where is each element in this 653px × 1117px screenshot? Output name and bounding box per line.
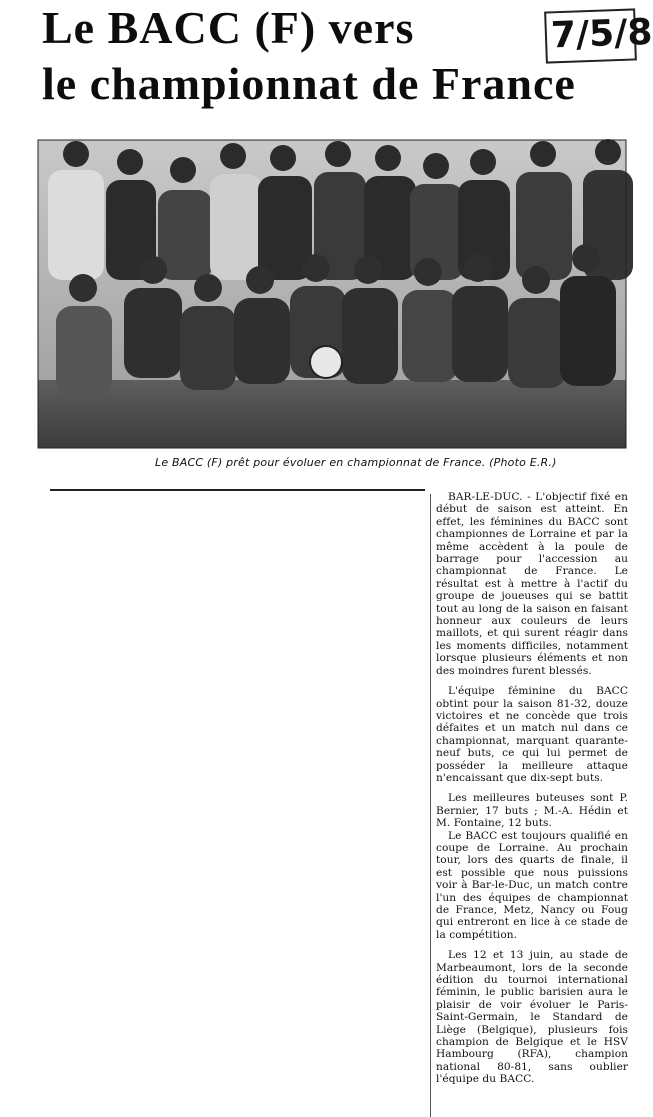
team-photo-illustration (38, 140, 626, 448)
article-paragraph: Les 12 et 13 juin, au stade de Marbeaumont, lors de la seconde édition du tournoi international féminin, le public barisien aura le plaisir de voir évoluer le Paris-Saint-Germain, le Standard de Liège (Belgique), plusieurs fois champion de Belgique et le HSV Hambourg (RFA), champion national 80-81, sans oublier l'équipe du BACC. (436, 949, 628, 1086)
horizontal-rule (50, 489, 425, 491)
photo-credit: (Photo E.R.) (489, 456, 557, 469)
headline-line-1: Le BACC (F) vers (42, 2, 415, 53)
article-paragraph: Les meilleures buteuses sont P. Bernier, 17 buts ; M.-A. Hédin et M. Fontaine, 12 buts. (436, 792, 628, 830)
article-body (436, 491, 628, 1094)
team-photo (38, 140, 626, 448)
handwritten-date-stamp: 7/5/8 (544, 8, 637, 63)
column-rule (430, 494, 431, 1117)
photo-caption (155, 456, 630, 469)
article-paragraph: Le BACC est toujours qualifié en coupe de Lorraine. Au prochain tour, lors des quarts de finale, il est possible que nous puissions voir à Bar-le-Duc, un match contre l'un des équipes de championnat de France, Metz, Nancy ou Foug qui entreront en lice à ce stade de la compétition. (436, 829, 628, 941)
article-paragraph: L'équipe féminine du BACC obtint pour la saison 81-32, douze victoires et ne concède que trois défaites et un match nul dans ce championnat, marquant quarante-neuf buts, ce qui lui permet de posséder la meilleure attaque n'encaissant que dix-sept buts. (436, 685, 628, 784)
caption-text: Le BACC (F) prêt pour évoluer en championnat de France. (155, 456, 486, 469)
headline-line-2: le championnat de France (42, 58, 576, 109)
article-paragraph: BAR-LE-DUC. - L'objectif fixé en début de saison est atteint. En effet, les féminines du BACC sont championnes de Lorraine et par la même accèdent à la poule de barrage pour l'accession au championnat de France. Le résultat est à mettre à l'actif du groupe de joueuses qui se battit tout au long de la saison en faisant honneur aux couleurs de leurs maillots, et qui surent réagir dans les moments difficiles, notamment lorsque plusieurs éléments et non des moindres furent blessés. (436, 491, 628, 677)
